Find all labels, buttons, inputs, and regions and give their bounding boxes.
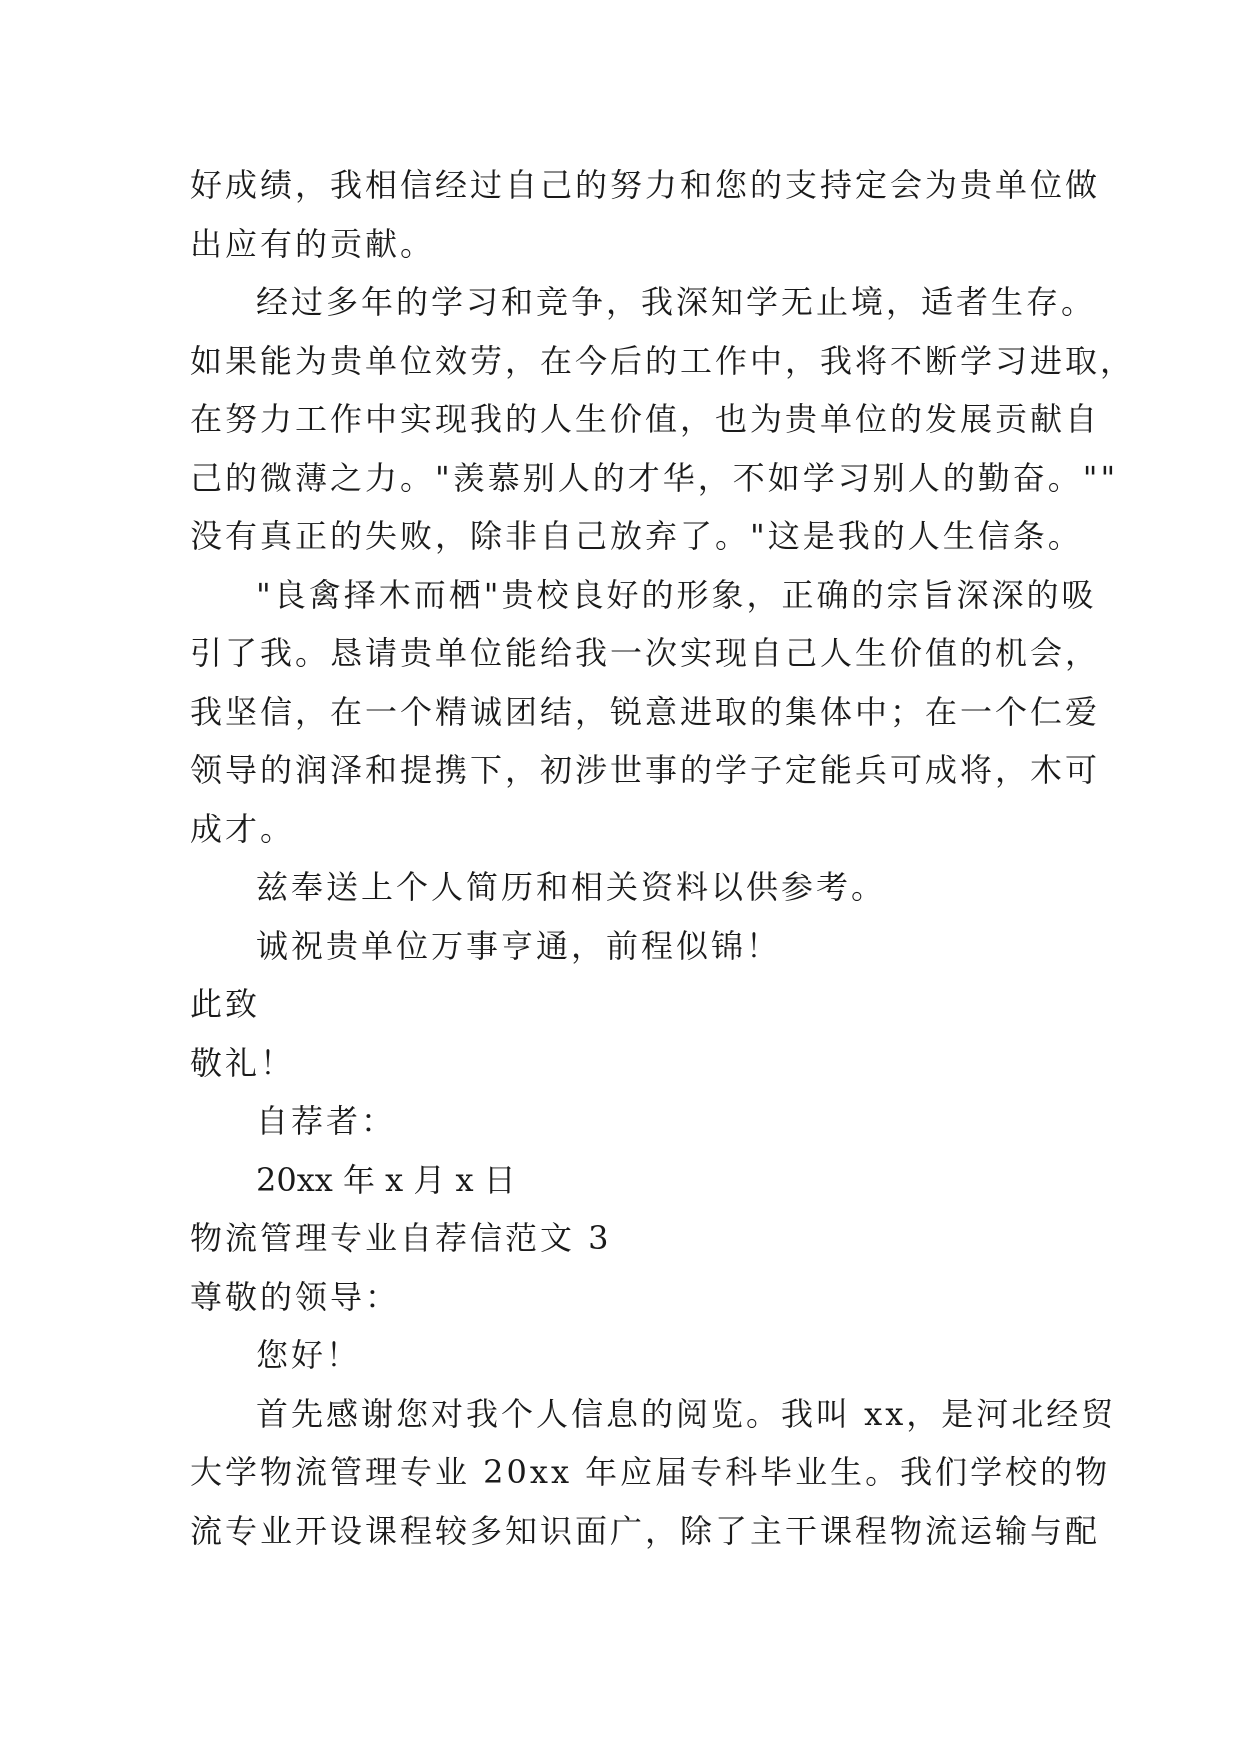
text-line: 己的微薄之力。"羡慕别人的才华，不如学习别人的勤奋。"" <box>190 458 1119 497</box>
text-line: 诚祝贵单位万事亨通，前程似锦！ <box>256 926 782 965</box>
text-line: 没有真正的失败，除非自己放弃了。"这是我的人生信条。 <box>190 517 1083 555</box>
text-line: 如果能为贵单位效劳，在今后的工作中，我将不断学习进取， <box>190 341 1136 380</box>
text-line: 经过多年的学习和竞争，我深知学无止境，适者生存。 <box>256 283 1097 321</box>
salutation-line: 尊敬的领导： <box>190 1277 401 1316</box>
greeting-line: 您好！ <box>256 1336 362 1374</box>
text-line: 流专业开设课程较多知识面广，除了主干课程物流运输与配 <box>190 1511 1101 1550</box>
text-line: 兹奉送上个人简历和相关资料以供参考。 <box>256 868 887 906</box>
text-line: 我坚信，在一个精诚团结，锐意进取的集体中；在一个仁爱 <box>190 692 1101 731</box>
document-body <box>190 156 1136 1560</box>
section-title: 物流管理专业自荐信范文 3 <box>190 1219 612 1257</box>
text-line: 领导的润泽和提携下，初涉世事的学子定能兵可成将，木可 <box>190 751 1101 789</box>
text-line: 大学物流管理专业 20xx 年应届专科毕业生。我们学校的物 <box>190 1453 1111 1491</box>
text-line: "良禽择木而栖"贵校良好的形象，正确的宗旨深深的吸 <box>256 575 1097 614</box>
closing-line: 敬礼！ <box>190 1043 296 1082</box>
text-line: 成才。 <box>190 809 296 848</box>
text-line: 首先感谢您对我个人信息的阅览。我叫 xx，是河北经贸 <box>256 1394 1117 1433</box>
text-line: 引了我。恳请贵单位能给我一次实现自己人生价值的机会， <box>190 634 1101 672</box>
text-line: 出应有的贡献。 <box>190 224 436 263</box>
text-line: 在努力工作中实现我的人生价值，也为贵单位的发展贡献自 <box>190 400 1101 438</box>
signature-line: 自荐者： <box>256 1102 397 1140</box>
closing-line: 此致 <box>190 985 261 1023</box>
date-line: 20xx 年 x 月 x 日 <box>256 1160 516 1199</box>
text-line: 好成绩，我相信经过自己的努力和您的支持定会为贵单位做 <box>190 166 1101 204</box>
